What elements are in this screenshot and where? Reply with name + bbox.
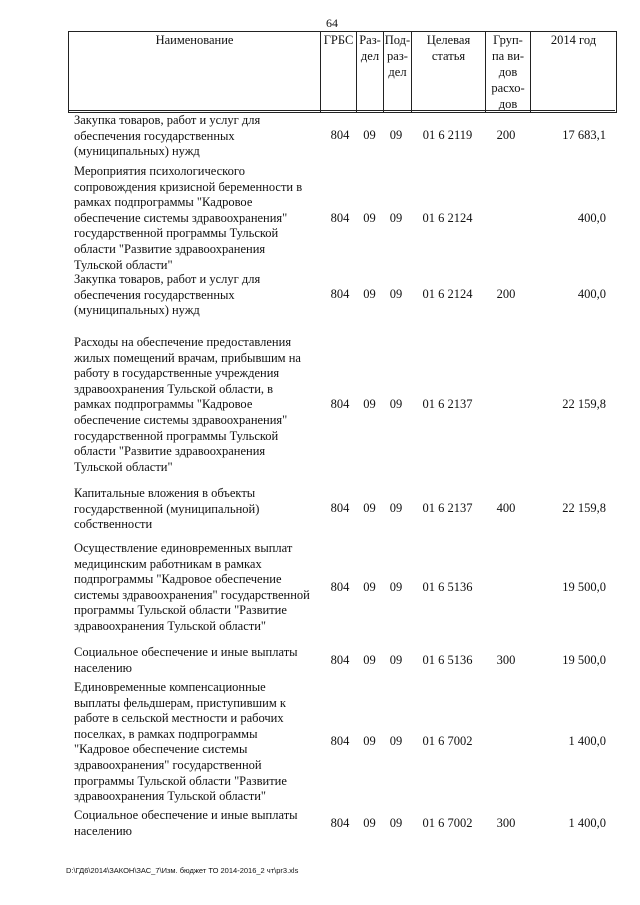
row-sum: 17 683,1 <box>562 128 606 142</box>
header-bottom-line <box>68 110 615 111</box>
file-path-footer: D:\ГД6\2014\ЗАКОН\ЗАС_7\Изм. бюджет ТО 2014-2016_2 чт\pr3.xls <box>66 866 299 875</box>
row-sum: 19 500,0 <box>562 580 606 594</box>
table-header <box>68 31 617 113</box>
row-gruppa: 200 <box>496 128 516 142</box>
row-podrazdel: 09 <box>389 128 403 142</box>
row-grbs: 804 <box>330 816 350 830</box>
row-podrazdel: 09 <box>389 734 403 748</box>
row-gruppa: 300 <box>496 653 516 667</box>
row-podrazdel: 09 <box>389 501 403 515</box>
row-grbs: 804 <box>330 653 350 667</box>
header-year: 2014 год <box>531 32 617 113</box>
header-razdel: Раз- дел <box>357 32 384 113</box>
row-celevaya: 01 6 2124 <box>422 211 473 225</box>
header-name: Наименование <box>69 32 321 113</box>
table-row <box>0 335 640 475</box>
row-razdel: 09 <box>363 287 376 301</box>
row-podrazdel: 09 <box>389 211 403 225</box>
row-podrazdel: 09 <box>389 287 403 301</box>
row-name: Единовременные компенсационные выплаты фельдшерам, приступившим к работе в сельской местности и рабочих поселках, в рамках подпрограммы "Кадровое обеспечение системы здравоохранения" государственной программы Тульской области "Развитие здравоохранения Тульской области" <box>74 680 287 804</box>
table-row <box>0 645 640 677</box>
row-podrazdel: 09 <box>389 397 403 411</box>
row-razdel: 09 <box>363 580 376 594</box>
row-grbs: 804 <box>330 287 350 301</box>
row-name: Социальное обеспечение и иные выплаты населению <box>74 645 298 675</box>
row-podrazdel: 09 <box>389 580 403 594</box>
row-razdel: 09 <box>363 653 376 667</box>
row-sum: 1 400,0 <box>568 734 606 748</box>
row-celevaya: 01 6 5136 <box>422 580 473 594</box>
row-celevaya: 01 6 2137 <box>422 501 473 515</box>
row-sum: 22 159,8 <box>562 397 606 411</box>
row-razdel: 09 <box>363 211 376 225</box>
header-grbs: ГРБС <box>321 32 357 113</box>
row-celevaya: 01 6 2137 <box>422 397 473 411</box>
row-name: Расходы на обеспечение предоставления жилых помещений врачам, прибывшим на работу в государственные учреждения здравоохранения Тульской области, в рамках подпрограммы "Кадровое обеспечение системы здравоохранения" государственной программы Тульской области "Развитие здравоохранения Тульской области" <box>74 335 301 474</box>
row-name: Социальное обеспечение и иные выплаты населению <box>74 808 298 838</box>
row-celevaya: 01 6 2124 <box>422 287 473 301</box>
row-celevaya: 01 6 5136 <box>422 653 473 667</box>
row-razdel: 09 <box>363 816 376 830</box>
row-razdel: 09 <box>363 128 376 142</box>
row-celevaya: 01 6 7002 <box>422 816 473 830</box>
header-podrazdel: Под- раз- дел <box>384 32 412 113</box>
row-razdel: 09 <box>363 397 376 411</box>
row-gruppa: 200 <box>496 287 516 301</box>
row-sum: 19 500,0 <box>562 653 606 667</box>
row-podrazdel: 09 <box>389 816 403 830</box>
row-celevaya: 01 6 7002 <box>422 734 473 748</box>
row-sum: 400,0 <box>577 211 606 225</box>
row-sum: 1 400,0 <box>568 816 606 830</box>
row-name: Мероприятия психологического сопровождения кризисной беременности в рамках подпрограммы "Кадровое обеспечение системы здравоохранения" государственной программы Тульской области "Развитие здравоохранения Тульской области" <box>74 164 303 272</box>
table-row <box>0 272 640 320</box>
row-name: Капитальные вложения в объекты государственной (муниципальной) собственности <box>74 486 260 532</box>
row-grbs: 804 <box>330 501 350 515</box>
row-razdel: 09 <box>363 501 376 515</box>
table-row <box>0 113 640 161</box>
row-sum: 22 159,8 <box>562 501 606 515</box>
row-name: Осуществление единовременных выплат медицинским работникам в рамках подпрограммы "Кадровое обеспечение системы здравоохранения" государственной программы Тульской области "Развитие здравоохранения Тульской области" <box>74 541 310 633</box>
row-gruppa: 300 <box>496 816 516 830</box>
table-row <box>0 808 640 840</box>
page-number: 64 <box>326 16 338 30</box>
table-row <box>0 486 640 534</box>
row-sum: 400,0 <box>577 287 606 301</box>
table-row <box>0 164 640 272</box>
row-podrazdel: 09 <box>389 653 403 667</box>
row-gruppa: 400 <box>496 501 516 515</box>
row-name: Закупка товаров, работ и услуг для обеспечения государственных (муниципальных) нужд <box>74 113 261 159</box>
row-grbs: 804 <box>330 734 350 748</box>
row-grbs: 804 <box>330 128 350 142</box>
row-grbs: 804 <box>330 580 350 594</box>
header-celevaya: Целевая статья <box>412 32 486 113</box>
row-razdel: 09 <box>363 734 376 748</box>
row-grbs: 804 <box>330 397 350 411</box>
table-row <box>0 541 640 637</box>
row-grbs: 804 <box>330 211 350 225</box>
row-name: Закупка товаров, работ и услуг для обеспечения государственных (муниципальных) нужд <box>74 272 261 318</box>
table-row <box>0 680 640 804</box>
header-gruppa: Груп- па ви- дов расхо- дов <box>486 32 531 113</box>
row-celevaya: 01 6 2119 <box>422 128 473 142</box>
